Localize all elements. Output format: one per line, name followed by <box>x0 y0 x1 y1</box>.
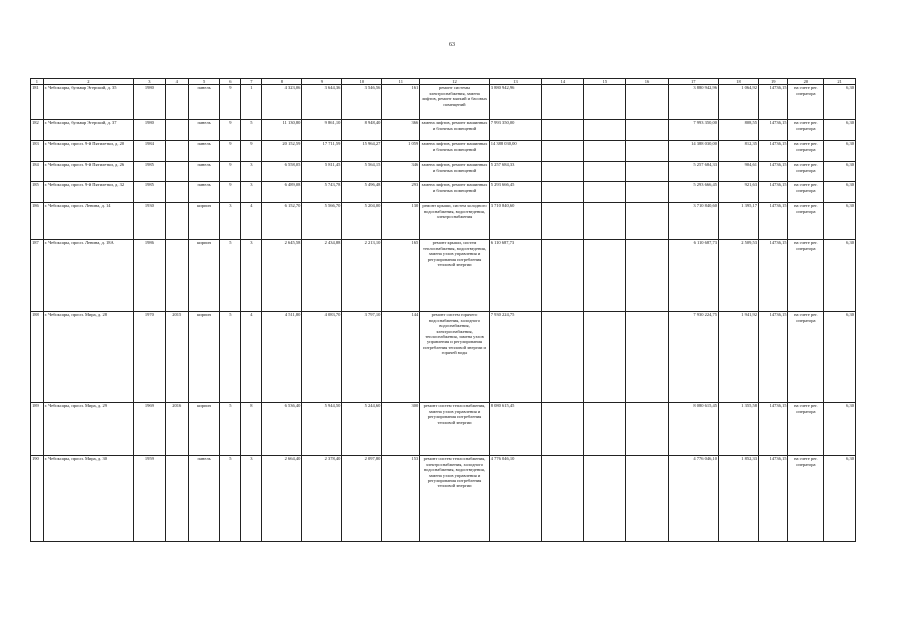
entrances: 4 <box>241 312 262 403</box>
table-row <box>31 162 856 182</box>
year-repair <box>165 203 188 240</box>
entrances: 8 <box>241 403 262 456</box>
column-number-header: 3 <box>134 79 166 85</box>
residents: 130 <box>382 203 420 240</box>
cost-federal <box>542 403 584 456</box>
cost-municipal <box>626 162 668 182</box>
cost-total: 7 930 224,75 <box>489 312 542 403</box>
max-unit-cost: 14736,15 <box>759 312 788 403</box>
works-description: ремонт систем теплоснабжения, замена узлов управления и регулирования потребления тепловой энергии <box>420 403 489 456</box>
cost-federal <box>542 240 584 312</box>
max-unit-cost: 14736,15 <box>759 203 788 240</box>
cost-owners: 7 930 224,75 <box>668 312 719 403</box>
column-number-header: 4 <box>165 79 188 85</box>
cost-municipal <box>626 85 668 120</box>
cost-total: 6 110 687,73 <box>489 240 542 312</box>
wall-material: кирпич <box>188 403 220 456</box>
cost-federal <box>542 203 584 240</box>
works-description: ремонт крыши, систем холодного водоснабжения, водоотведения, электроснабжения <box>420 203 489 240</box>
cost-municipal <box>626 203 668 240</box>
max-unit-cost: 14736,15 <box>759 456 788 542</box>
area-residential: 5 496,48 <box>342 182 382 203</box>
table-row <box>31 203 856 240</box>
area-premises: 5 566,70 <box>302 203 342 240</box>
cost-federal <box>542 162 584 182</box>
cost-total: 7 993 350,00 <box>489 120 542 141</box>
cost-municipal <box>626 120 668 141</box>
column-number-header: 21 <box>824 79 856 85</box>
housing-register-table <box>30 78 856 542</box>
cost-regional <box>584 141 626 162</box>
unit-cost: 1 395,17 <box>719 203 759 240</box>
column-number-header: 9 <box>302 79 342 85</box>
wall-material: кирпич <box>188 203 220 240</box>
column-number-header: 11 <box>382 79 420 85</box>
cost-owners: 14 388 030,00 <box>668 141 719 162</box>
floors: 3 <box>220 203 241 240</box>
column-number-header: 8 <box>262 79 302 85</box>
completion-date: 6,30 <box>824 182 856 203</box>
year-built: 1980 <box>134 120 166 141</box>
total-area: 20 152,59 <box>262 141 302 162</box>
year-repair: 2016 <box>165 403 188 456</box>
cost-owners: 7 993 350,00 <box>668 120 719 141</box>
fund-method: на счете рег. оператора <box>788 162 824 182</box>
cost-federal <box>542 182 584 203</box>
column-number-header: 17 <box>668 79 719 85</box>
address-cell: г. Чебоксары, бульвар Эгерский, д. 37 <box>43 120 133 141</box>
area-residential: 2 213,10 <box>342 240 382 312</box>
cost-owners: 8 080 615,45 <box>668 403 719 456</box>
cost-municipal <box>626 240 668 312</box>
area-residential: 5 204,00 <box>342 203 382 240</box>
entrances: 1 <box>241 85 262 120</box>
table-row <box>31 141 856 162</box>
max-unit-cost: 14736,15 <box>759 182 788 203</box>
wall-material: панель <box>188 162 220 182</box>
completion-date: 6,30 <box>824 162 856 182</box>
fund-method: на счете рег. оператора <box>788 203 824 240</box>
row-number: 182 <box>31 120 44 141</box>
completion-date: 6,30 <box>824 240 856 312</box>
floors: 9 <box>220 182 241 203</box>
total-area: 2 645,58 <box>262 240 302 312</box>
cost-total: 8 080 615,45 <box>489 403 542 456</box>
area-premises: 9 861,10 <box>302 120 342 141</box>
wall-material: кирпич <box>188 240 220 312</box>
cost-owners: 5 257 684,33 <box>668 162 719 182</box>
floors: 9 <box>220 120 241 141</box>
cost-regional <box>584 120 626 141</box>
cost-owners: 4 776 046,10 <box>668 456 719 542</box>
works-description: замена лифтов, ремонт машинных и блочных помещений <box>420 162 489 182</box>
area-residential: 3 797,10 <box>342 312 382 403</box>
column-number-header: 12 <box>420 79 489 85</box>
cost-total: 3 710 840,60 <box>489 203 542 240</box>
unit-cost: 1 064,92 <box>719 85 759 120</box>
row-number: 187 <box>31 240 44 312</box>
area-premises: 5 743,78 <box>302 182 342 203</box>
year-built: 1959 <box>134 456 166 542</box>
unit-cost: 808,55 <box>719 120 759 141</box>
year-built: 1980 <box>134 85 166 120</box>
row-number: 190 <box>31 456 44 542</box>
unit-cost: 812,35 <box>719 141 759 162</box>
year-repair <box>165 182 188 203</box>
wall-material: панель <box>188 141 220 162</box>
residents: 293 <box>382 182 420 203</box>
floors: 5 <box>220 403 241 456</box>
fund-method: на счете рег. оператора <box>788 182 824 203</box>
address-cell: г. Чебоксары, просп. 9-й Пятилетки, д. 20 <box>43 141 133 162</box>
cost-owners: 5 293 666,45 <box>668 182 719 203</box>
total-area: 4 511,80 <box>262 312 302 403</box>
cost-regional <box>584 403 626 456</box>
max-unit-cost: 14736,15 <box>759 141 788 162</box>
cost-total: 4 776 046,10 <box>489 456 542 542</box>
area-residential: 15 964,27 <box>342 141 382 162</box>
fund-method: на счете рег. оператора <box>788 141 824 162</box>
entrances: 5 <box>241 120 262 141</box>
area-premises: 4 083,70 <box>302 312 342 403</box>
table-row <box>31 120 856 141</box>
area-premises: 3 644,36 <box>302 85 342 120</box>
cost-regional <box>584 456 626 542</box>
fund-method: на счете рег. оператора <box>788 403 824 456</box>
residents: 346 <box>382 162 420 182</box>
area-residential: 5 564,15 <box>342 162 382 182</box>
year-built: 1969 <box>134 403 166 456</box>
table-row <box>31 182 856 203</box>
cost-total: 5 293 666,45 <box>489 182 542 203</box>
cost-regional <box>584 203 626 240</box>
completion-date: 6,30 <box>824 120 856 141</box>
fund-method: на счете рег. оператора <box>788 120 824 141</box>
cost-municipal <box>626 403 668 456</box>
area-premises: 2 434,88 <box>302 240 342 312</box>
year-repair <box>165 240 188 312</box>
unit-cost: 921,63 <box>719 182 759 203</box>
area-residential: 8 948,40 <box>342 120 382 141</box>
floors: 9 <box>220 85 241 120</box>
works-description: ремонт систем горячего водоснабжения, холодного водоснабжения, электроснабжения, теплоснабжения, замена узлов управления и регулирования потребления тепловой энергии и горячей воды <box>420 312 489 403</box>
area-residential: 5 244,60 <box>342 403 382 456</box>
cost-regional <box>584 85 626 120</box>
floors: 5 <box>220 456 241 542</box>
entrances: 3 <box>241 182 262 203</box>
floors: 5 <box>220 312 241 403</box>
unit-cost: 1 355,58 <box>719 403 759 456</box>
year-repair <box>165 120 188 141</box>
residents: 161 <box>382 85 420 120</box>
year-repair <box>165 141 188 162</box>
residents: 165 <box>382 240 420 312</box>
column-number-header: 10 <box>342 79 382 85</box>
area-premises: 17 711,59 <box>302 141 342 162</box>
residents: 366 <box>382 120 420 141</box>
max-unit-cost: 14736,15 <box>759 240 788 312</box>
year-repair <box>165 85 188 120</box>
column-number-header: 5 <box>188 79 220 85</box>
total-area: 2 664,40 <box>262 456 302 542</box>
row-number: 183 <box>31 141 44 162</box>
area-premises: 5 944,50 <box>302 403 342 456</box>
wall-material: панель <box>188 456 220 542</box>
works-description: ремонт систем теплоснабжения, электроснабжения, холодного водоснабжения, водоотведения, замена узлов управления и регулирования потребления тепловой энергии <box>420 456 489 542</box>
year-repair: 2015 <box>165 312 188 403</box>
cost-owners: 6 110 687,73 <box>668 240 719 312</box>
row-number: 189 <box>31 403 44 456</box>
unit-cost: 1 941,92 <box>719 312 759 403</box>
cost-municipal <box>626 456 668 542</box>
residents: 300 <box>382 403 420 456</box>
row-number: 188 <box>31 312 44 403</box>
table-row <box>31 456 856 542</box>
completion-date: 6,30 <box>824 85 856 120</box>
entrances: 4 <box>241 203 262 240</box>
column-number-header: 7 <box>241 79 262 85</box>
wall-material: кирпич <box>188 312 220 403</box>
completion-date: 6,30 <box>824 141 856 162</box>
page-number: 63 <box>449 42 455 48</box>
address-cell: г. Чебоксары, бульвар Эгерский, д. 35 <box>43 85 133 120</box>
address-cell: г. Чебоксары, просп. Мира, д. 30 <box>43 456 133 542</box>
floors: 5 <box>220 240 241 312</box>
residents: 144 <box>382 312 420 403</box>
floors: 9 <box>220 141 241 162</box>
cost-regional <box>584 312 626 403</box>
year-built: 1985 <box>134 182 166 203</box>
total-area: 6 536,40 <box>262 403 302 456</box>
address-cell: г. Чебоксары, просп. Ленина, д. 14 <box>43 203 133 240</box>
row-number: 186 <box>31 203 44 240</box>
row-number: 184 <box>31 162 44 182</box>
table-row <box>31 312 856 403</box>
column-number-header: 16 <box>626 79 668 85</box>
table-row <box>31 240 856 312</box>
total-area: 6 152,70 <box>262 203 302 240</box>
column-number-header: 19 <box>759 79 788 85</box>
cost-federal <box>542 120 584 141</box>
max-unit-cost: 14736,15 <box>759 120 788 141</box>
row-number: 181 <box>31 85 44 120</box>
table-row <box>31 85 856 120</box>
cost-regional <box>584 182 626 203</box>
wall-material: панель <box>188 182 220 203</box>
fund-method: на счете рег. оператора <box>788 312 824 403</box>
works-description: замена лифтов, ремонт машинных и блочных помещений <box>420 141 489 162</box>
cost-federal <box>542 456 584 542</box>
cost-total: 3 880 942,96 <box>489 85 542 120</box>
unit-cost: 2 509,53 <box>719 240 759 312</box>
fund-method: на счете рег. оператора <box>788 456 824 542</box>
completion-date: 6,30 <box>824 456 856 542</box>
max-unit-cost: 14736,15 <box>759 162 788 182</box>
area-premises: 2 378,40 <box>302 456 342 542</box>
total-area: 11 130,80 <box>262 120 302 141</box>
works-description: ремонт системы электроснабжения, замена лифтов, ремонт мягкий и басовых помещений <box>420 85 489 120</box>
address-cell: г. Чебоксары, просп. Мира, д. 29 <box>43 403 133 456</box>
wall-material: панель <box>188 85 220 120</box>
column-number-header: 14 <box>542 79 584 85</box>
works-description: замена лифтов, ремонт машинных и блочных помещений <box>420 182 489 203</box>
floors: 9 <box>220 162 241 182</box>
year-built: 1984 <box>134 141 166 162</box>
column-number-header: 1 <box>31 79 44 85</box>
cost-federal <box>542 141 584 162</box>
address-cell: г. Чебоксары, просп. 9-й Пятилетки, д. 26 <box>43 162 133 182</box>
total-area: 4 323,06 <box>262 85 302 120</box>
works-description: замена лифтов, ремонт машинных и блочных помещений <box>420 120 489 141</box>
max-unit-cost: 14736,15 <box>759 85 788 120</box>
year-built: 1930 <box>134 203 166 240</box>
area-residential: 3 546,56 <box>342 85 382 120</box>
completion-date: 6,30 <box>824 203 856 240</box>
entrances: 3 <box>241 456 262 542</box>
residents: 1 059 <box>382 141 420 162</box>
column-number-header: 15 <box>584 79 626 85</box>
entrances: 3 <box>241 162 262 182</box>
cost-municipal <box>626 182 668 203</box>
area-premises: 5 811,45 <box>302 162 342 182</box>
cost-federal <box>542 85 584 120</box>
completion-date: 6,30 <box>824 403 856 456</box>
cost-total: 5 257 684,33 <box>489 162 542 182</box>
works-description: ремонт крыши, систем теплоснабжения, водоотведения, замена узлов управления и регулирования потребления тепловой энергии <box>420 240 489 312</box>
column-number-header: 20 <box>788 79 824 85</box>
unit-cost: 1 852,33 <box>719 456 759 542</box>
cost-total: 14 388 030,00 <box>489 141 542 162</box>
year-built: 1970 <box>134 312 166 403</box>
cost-regional <box>584 240 626 312</box>
address-cell: г. Чебоксары, просп. Мира, д. 28 <box>43 312 133 403</box>
year-repair <box>165 162 188 182</box>
fund-method: на счете рег. оператора <box>788 85 824 120</box>
column-number-header: 6 <box>220 79 241 85</box>
entrances: 3 <box>241 240 262 312</box>
column-number-header: 2 <box>43 79 133 85</box>
cost-municipal <box>626 141 668 162</box>
cost-federal <box>542 312 584 403</box>
area-residential: 2 097,80 <box>342 456 382 542</box>
column-number-header: 13 <box>489 79 542 85</box>
total-area: 6 489,08 <box>262 182 302 203</box>
entrances: 9 <box>241 141 262 162</box>
row-number: 185 <box>31 182 44 203</box>
wall-material: панель <box>188 120 220 141</box>
address-cell: г. Чебоксары, просп. 9-й Пятилетки, д. 32 <box>43 182 133 203</box>
fund-method: на счете рег. оператора <box>788 240 824 312</box>
address-cell: г. Чебоксары, просп. Ленина, д. 18А <box>43 240 133 312</box>
year-built: 1986 <box>134 240 166 312</box>
year-built: 1985 <box>134 162 166 182</box>
max-unit-cost: 14736,15 <box>759 403 788 456</box>
table-row <box>31 403 856 456</box>
column-number-header: 18 <box>719 79 759 85</box>
residents: 153 <box>382 456 420 542</box>
year-repair <box>165 456 188 542</box>
cost-owners: 3 880 942,96 <box>668 85 719 120</box>
cost-municipal <box>626 312 668 403</box>
total-area: 6 558,05 <box>262 162 302 182</box>
cost-regional <box>584 162 626 182</box>
unit-cost: 904,61 <box>719 162 759 182</box>
completion-date: 6,30 <box>824 312 856 403</box>
cost-owners: 3 710 840,60 <box>668 203 719 240</box>
